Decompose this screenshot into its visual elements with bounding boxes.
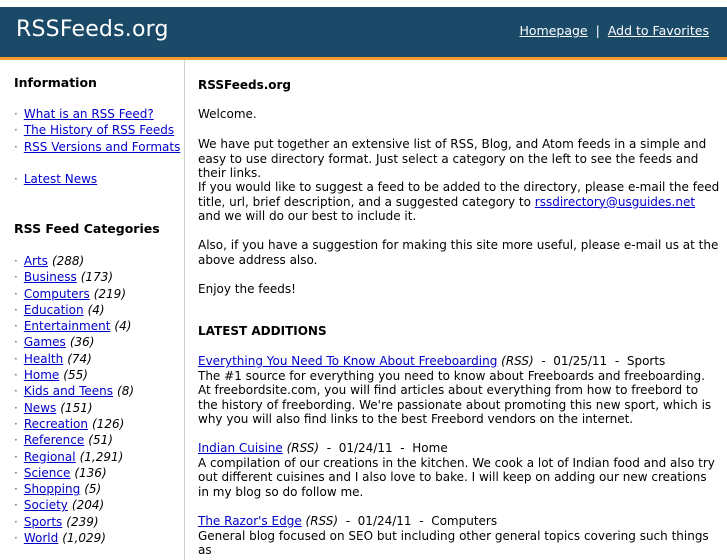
category-count: (173) xyxy=(80,270,114,285)
category-link-kids-and-teens[interactable]: Kids and Teens xyxy=(23,384,114,399)
category-link-computers[interactable]: Computers xyxy=(23,286,90,301)
add-to-favorites-link[interactable]: Add to Favorites xyxy=(607,23,709,38)
addition-type: (RSS) xyxy=(305,514,339,528)
category-item: · Computers (219) xyxy=(14,286,127,301)
site-header xyxy=(0,0,727,57)
category-count: (8) xyxy=(117,384,135,399)
category-item: · Society (204) xyxy=(14,498,105,513)
homepage-link[interactable]: Homepage xyxy=(519,23,588,38)
addition-category: Computers xyxy=(431,514,498,528)
category-count: (4) xyxy=(87,302,105,317)
list-item: · The History of RSS Feeds xyxy=(14,123,175,138)
list-item: · Latest News xyxy=(14,171,98,186)
category-item: · Home (55) xyxy=(14,368,88,383)
category-item: · Recreation (126) xyxy=(14,416,125,431)
category-link-recreation[interactable]: Recreation xyxy=(23,416,88,431)
addition-item: The Razor's Edge (RSS) - 01/24/11 - Computers General blog focused on SEO but including other general topics covering such things as xyxy=(198,514,720,558)
category-count: (151) xyxy=(60,400,93,415)
category-list xyxy=(0,253,184,546)
category-item: · Science (136) xyxy=(14,465,107,480)
addition-description: General blog focused on SEO but including other general topics covering such things as xyxy=(198,528,709,558)
category-item: · Education (4) xyxy=(14,302,105,317)
category-item: · Business (173) xyxy=(14,270,114,285)
category-count: (51) xyxy=(88,433,113,448)
link-separator: | xyxy=(595,23,600,38)
site-logo[interactable]: RSSFeeds.org xyxy=(16,17,169,42)
addition-title-link[interactable]: Everything You Need To Know About Freeboarding xyxy=(198,354,498,368)
latest-additions-heading: LATEST ADDITIONS xyxy=(198,324,327,338)
category-count: (219) xyxy=(93,286,127,301)
suggest-text: If you would like to suggest a feed to be added to the directory, please e-mail the feed title, url, brief description, and a suggested category to rssdirectory@usguides.net and we will do our best to include it. xyxy=(198,180,720,224)
addition-type: (RSS) xyxy=(501,354,534,368)
latest-news-link[interactable]: Latest News xyxy=(23,171,98,186)
category-link-news[interactable]: News xyxy=(23,400,57,415)
category-item: · Regional (1,291) xyxy=(14,449,124,464)
category-link-entertainment[interactable]: Entertainment xyxy=(23,319,111,334)
intro-text: We have put together an extensive list of RSS, Blog, and Atom feeds in a simple and easy to use directory format. Just select a category on the left to see the feeds and their links. xyxy=(198,137,707,181)
category-link-business[interactable]: Business xyxy=(23,270,77,285)
addition-date: 01/25/11 xyxy=(553,354,608,368)
category-link-reference[interactable]: Reference xyxy=(23,433,85,448)
category-count: (239) xyxy=(66,514,99,529)
top-links xyxy=(519,23,709,38)
category-link-arts[interactable]: Arts xyxy=(23,254,48,268)
rss-versions-link[interactable]: RSS Versions and Formats xyxy=(23,139,181,154)
information-list xyxy=(0,106,184,187)
suggestion-site-text: Also, if you have a suggestion for making this site more useful, please e-mail us at the above address also. xyxy=(198,238,719,267)
welcome-text: Welcome. xyxy=(198,107,257,121)
category-link-sports[interactable]: Sports xyxy=(23,514,63,529)
category-link-society[interactable]: Society xyxy=(23,498,68,513)
enjoy-text: Enjoy the feeds! xyxy=(198,282,296,296)
history-of-rss-link[interactable]: The History of RSS Feeds xyxy=(23,123,175,138)
addition-title-link[interactable]: Indian Cuisine xyxy=(198,441,283,455)
category-item: · Health (74) xyxy=(14,351,92,366)
category-item: · Arts (288) xyxy=(14,254,85,268)
category-count: (36) xyxy=(69,335,95,350)
addition-date: 01/24/11 xyxy=(357,514,412,528)
category-count: (126) xyxy=(92,416,125,431)
category-item: · Shopping (5) xyxy=(14,482,102,497)
sidebar xyxy=(0,60,185,560)
category-link-games[interactable]: Games xyxy=(23,335,66,350)
list-item: · RSS Versions and Formats xyxy=(14,139,181,154)
category-item: · News (151) xyxy=(14,400,93,415)
email-link[interactable]: rssdirectory@usguides.net xyxy=(534,194,696,209)
addition-date: 01/24/11 xyxy=(338,441,393,455)
addition-description: The #1 source for everything you need to know about Freeboards and freeboarding. At freebordsite.com, you will find articles about everything from how to freebord to the history of freebording. We're passionate about promoting this new sport, which is why you will also find links to the best Freebord vendors on the internet. xyxy=(198,368,712,427)
addition-category: Home xyxy=(412,441,448,455)
what-is-rss-link[interactable]: What is an RSS Feed? xyxy=(23,107,154,121)
addition-category: Sports xyxy=(626,354,666,368)
addition-type: (RSS) xyxy=(286,441,320,455)
category-item: · Kids and Teens (8) xyxy=(14,384,135,399)
category-count: (1,029) xyxy=(62,531,106,546)
category-link-home[interactable]: Home xyxy=(23,368,60,383)
category-count: (1,291) xyxy=(79,449,124,464)
category-item: · Games (36) xyxy=(14,335,95,350)
page-title: RSSFeeds.org xyxy=(198,78,292,92)
category-link-education[interactable]: Education xyxy=(23,302,84,317)
category-count: (204) xyxy=(71,498,105,513)
category-link-science[interactable]: Science xyxy=(23,465,71,480)
addition-description: A compilation of our creations in the kitchen. We cook a lot of Indian food and also try out different cuisines and I also love to bake. I will keep on adding our new creations in my blog so do follow me. xyxy=(198,455,715,499)
category-item: · World (1,029) xyxy=(14,531,106,546)
category-link-world[interactable]: World xyxy=(23,531,59,546)
category-link-shopping[interactable]: Shopping xyxy=(23,482,81,497)
addition-item: Indian Cuisine (RSS) - 01/24/11 - Home A compilation of our creations in the kitchen. We cook a lot of Indian food and also try out different cuisines and I also love to bake. I will keep on adding our new creations in my blog so do follow me. xyxy=(198,441,720,499)
addition-title-link[interactable]: The Razor's Edge xyxy=(198,514,302,528)
categories-heading: RSS Feed Categories xyxy=(14,221,160,236)
category-item: · Sports (239) xyxy=(14,514,99,529)
category-link-health[interactable]: Health xyxy=(23,351,64,366)
category-count: (74) xyxy=(67,351,92,366)
category-count: (4) xyxy=(114,319,132,334)
category-count: (55) xyxy=(63,368,88,383)
category-count: (136) xyxy=(74,465,107,480)
information-heading: Information xyxy=(14,75,97,90)
category-count: (5) xyxy=(84,482,102,497)
list-item: · What is an RSS Feed? xyxy=(14,107,154,121)
addition-item: Everything You Need To Know About Freeboarding (RSS) - 01/25/11 - Sports The #1 source for everything you need to know about Freeboards and freeboarding. At freebordsite.com, you will find articles about everything from how to freebord to the history of freebording. We're passionate about promoting this new sport, which is why you will also find links to the best Freebord vendors on the internet. xyxy=(198,354,720,427)
category-item: · Reference (51) xyxy=(14,433,113,448)
category-link-regional[interactable]: Regional xyxy=(23,449,76,464)
category-count: (288) xyxy=(51,254,85,268)
category-item: · Entertainment (4) xyxy=(14,319,132,334)
